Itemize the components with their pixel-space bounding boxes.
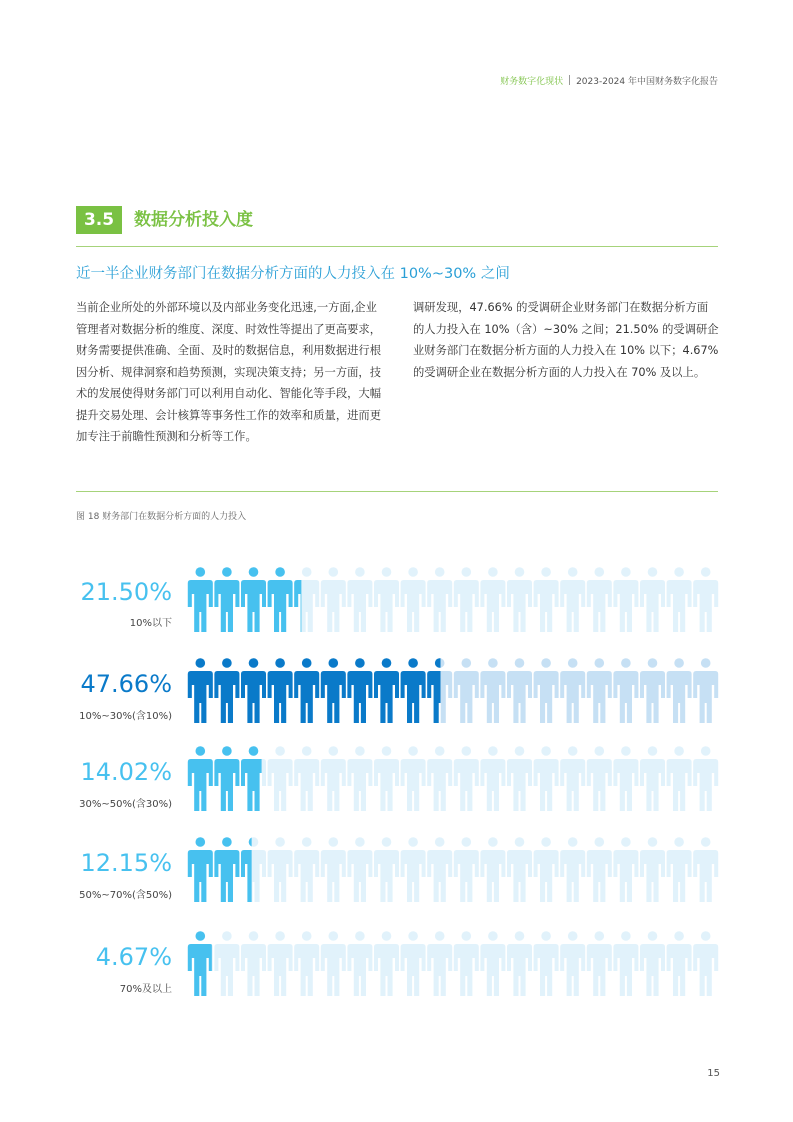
person-icon: [640, 658, 665, 723]
person-icon: [613, 567, 638, 632]
person-icon: [321, 931, 346, 996]
category-label: 10%以下: [129, 618, 172, 629]
person-icon: [640, 837, 665, 902]
person-icon: [613, 931, 638, 996]
category-label: 10%~30%(含10%): [79, 711, 172, 722]
value-label: 4.67%: [95, 943, 172, 971]
person-icon: [294, 567, 319, 632]
person-icon: [667, 746, 692, 811]
person-icon: [693, 658, 718, 723]
value-label: 14.02%: [80, 758, 172, 786]
person-icon: [480, 658, 505, 723]
person-icon: [507, 837, 532, 902]
person-icon: [401, 658, 426, 723]
person-icon: [294, 837, 319, 902]
person-icon: [640, 931, 665, 996]
pictogram-row: [187, 746, 721, 814]
person-icon: [241, 837, 266, 902]
person-icon: [268, 658, 293, 723]
person-icon: [401, 931, 426, 996]
person-icon: [667, 837, 692, 902]
person-icon: [374, 931, 399, 996]
person-icon: [693, 837, 718, 902]
pictogram-row: [187, 837, 721, 905]
person-icon: [587, 837, 612, 902]
paragraph-left: 当前企业所处的外部环境以及内部业务变化迅速,一方面,企业管理者对数据分析的维度、深度、时效性等提出了更高要求，财务需要提供准确、全面、及时的数据信息，利用数据进行根因分析、规律洞察和趋势预测，实现决策支持；另一方面，技术的发展使得财务部门可以利用自动化、智能化等手段，大幅提升交易处理、会计核算等事务性工作的效率和质量，进而更加专注于前瞻性预测和分析等工作。: [76, 301, 382, 443]
header-divider: [569, 75, 570, 85]
category-label: 50%~70%(含50%): [79, 890, 172, 901]
section-title: 数据分析投入度: [134, 210, 253, 230]
pictogram-svg: [187, 931, 721, 999]
page-header: [500, 74, 718, 87]
person-icon: [268, 931, 293, 996]
person-icon: [321, 746, 346, 811]
person-icon: [401, 837, 426, 902]
person-icon: [507, 931, 532, 996]
person-icon: [374, 837, 399, 902]
person-icon: [667, 931, 692, 996]
header-section: 财务数字化现状: [500, 77, 564, 87]
person-icon: [241, 658, 266, 723]
pictogram-svg: [187, 567, 721, 635]
person-icon: [454, 837, 479, 902]
person-icon: [427, 658, 452, 723]
pictogram-row: [187, 931, 721, 999]
figure-divider: [76, 491, 718, 492]
person-icon: [268, 746, 293, 811]
person-icon: [427, 837, 452, 902]
person-icon: [347, 658, 372, 723]
category-label: 70%及以上: [119, 984, 172, 995]
person-icon: [693, 931, 718, 996]
person-icon: [214, 567, 239, 632]
person-icon: [534, 746, 559, 811]
pictogram-row: [187, 567, 721, 635]
person-icon: [427, 567, 452, 632]
person-icon: [560, 746, 585, 811]
person-icon: [507, 658, 532, 723]
person-icon: [214, 746, 239, 811]
section-number: 3.5: [76, 206, 122, 234]
person-icon: [374, 746, 399, 811]
value-label: 12.15%: [80, 849, 172, 877]
person-icon: [294, 931, 319, 996]
person-icon: [507, 567, 532, 632]
value-label: 21.50%: [80, 578, 172, 606]
person-icon: [693, 567, 718, 632]
person-icon: [321, 658, 346, 723]
person-icon: [534, 658, 559, 723]
pictogram-svg: [187, 837, 721, 905]
person-icon: [294, 746, 319, 811]
page-number: 15: [707, 1068, 720, 1079]
person-icon: [347, 746, 372, 811]
person-icon: [587, 658, 612, 723]
person-icon: [613, 746, 638, 811]
person-icon: [347, 567, 372, 632]
person-icon: [427, 931, 452, 996]
person-icon: [454, 931, 479, 996]
person-icon: [534, 931, 559, 996]
paragraph-right: 调研发现，47.66% 的受调研企业财务部门在数据分析方面的人力投入在 10%（含）~30% 之间；21.50% 的受调研企业财务部门在数据分析方面的人力投入在 10% 以下；4.67% 的受调研企业在数据分析方面的人力投入在 70% 及以上。: [413, 301, 719, 379]
person-icon: [507, 746, 532, 811]
person-icon: [560, 567, 585, 632]
person-icon: [560, 837, 585, 902]
person-icon: [268, 837, 293, 902]
person-icon: [480, 567, 505, 632]
person-icon: [693, 746, 718, 811]
subtitle: 近一半企业财务部门在数据分析方面的人力投入在 10%~30% 之间: [76, 266, 510, 282]
person-icon: [401, 567, 426, 632]
person-icon: [640, 746, 665, 811]
figure-caption: 图 18 财务部门在数据分析方面的人力投入: [76, 512, 247, 522]
person-icon: [640, 567, 665, 632]
person-icon: [241, 931, 266, 996]
person-icon: [214, 658, 239, 723]
person-icon: [560, 931, 585, 996]
person-icon: [480, 837, 505, 902]
person-icon: [214, 837, 239, 902]
header-report-title: 2023-2024 年中国财务数字化报告: [576, 77, 718, 87]
value-label: 47.66%: [80, 670, 172, 698]
person-icon: [188, 567, 213, 632]
person-icon: [188, 746, 213, 811]
person-icon: [321, 567, 346, 632]
person-icon: [560, 658, 585, 723]
person-icon: [321, 837, 346, 902]
person-icon: [294, 658, 319, 723]
person-icon: [241, 746, 266, 811]
person-icon: [427, 746, 452, 811]
person-icon: [667, 658, 692, 723]
person-icon: [188, 658, 213, 723]
person-icon: [188, 837, 213, 902]
person-icon: [587, 567, 612, 632]
person-icon: [401, 746, 426, 811]
person-icon: [374, 567, 399, 632]
pictogram-svg: [187, 658, 721, 726]
person-icon: [374, 658, 399, 723]
person-icon: [268, 567, 293, 632]
person-icon: [347, 931, 372, 996]
person-icon: [188, 931, 213, 996]
person-icon: [587, 931, 612, 996]
person-icon: [241, 567, 266, 632]
person-icon: [454, 658, 479, 723]
person-icon: [534, 837, 559, 902]
category-label: 30%~50%(含30%): [79, 799, 172, 810]
person-icon: [613, 837, 638, 902]
pictogram-row: [187, 658, 721, 726]
person-icon: [534, 567, 559, 632]
section-divider: [76, 246, 718, 247]
person-icon: [454, 746, 479, 811]
person-icon: [613, 658, 638, 723]
person-icon: [347, 837, 372, 902]
person-icon: [480, 746, 505, 811]
person-icon: [667, 567, 692, 632]
person-icon: [214, 931, 239, 996]
person-icon: [587, 746, 612, 811]
person-icon: [480, 931, 505, 996]
pictogram-svg: [187, 746, 721, 814]
person-icon: [454, 567, 479, 632]
